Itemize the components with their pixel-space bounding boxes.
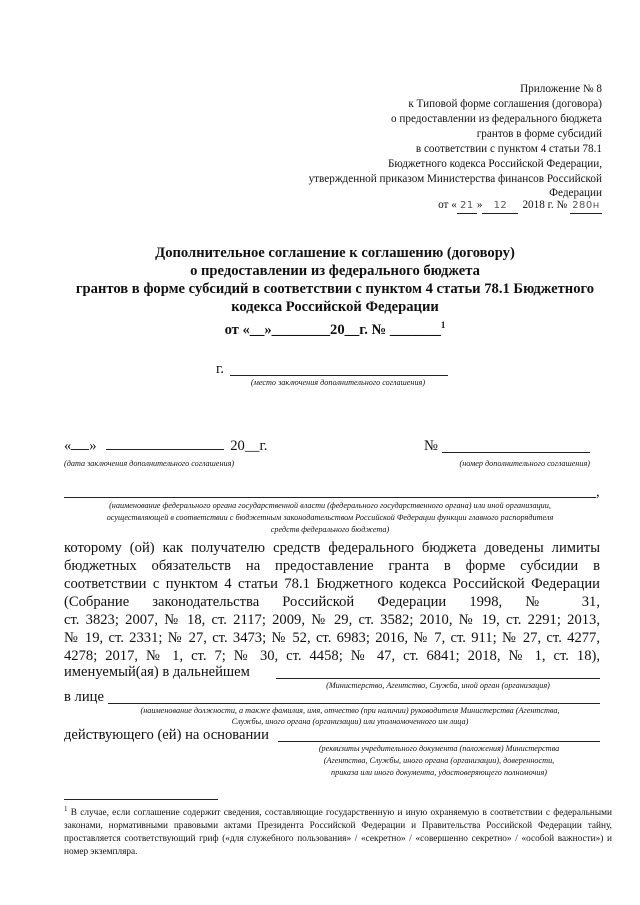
body-line: 4278; 2017, № 1, ст. 7; № 30, ст. 4458; № 47, ст. 6841; 2018, № 1, ст. 18), (64, 648, 600, 664)
title-line: кодекса Российской Федерации (231, 299, 439, 315)
agreement-date: « » 20__г. (64, 438, 268, 454)
body-line: соответствии с пунктом 4 статьи 78.1 Бюджетного кодекса Российской Федерации (64, 576, 600, 592)
title-date-line: от «__»________20__г. № _______$^1$ (224, 320, 446, 338)
order-month: 12 (482, 198, 518, 214)
authority-caption-line: (наименование федерального органа государственной власти (федерального государственного органа) или иной организации, (109, 501, 551, 510)
body-line: которому (ой) как получателю средств федерального бюджета доведены лимиты (64, 540, 600, 556)
place-field[interactable] (230, 375, 448, 376)
body-line: бюджетных обязательств на предоставление гранта в форме субсидии в (64, 558, 600, 574)
footnote-separator (64, 799, 218, 800)
footnote-text: В случае, если соглашение содержит сведения, составляющие государственную и иную охраняемую в соответствии с федеральными законами, нормативными правовыми актами Президента Российской Федерации и Правительства Российской Федерации тайну, проставляется соответствующий гриф («для служебного пользования» / «секретно» / «совершенно секретно» / «особой важности») и номер экземпляра. (64, 808, 612, 858)
body-line: № 19, ст. 2331; № 27, ст. 3473; № 52, ст. 6983; 2016, № 7, ст. 911; № 27, ст. 4277, (64, 630, 600, 646)
body-line: (Собрание законодательства Российской Федерации 1998, № 31, (64, 594, 600, 610)
order-day: 21 (457, 198, 477, 214)
title-line: грантов в форме субсидий в соответствии с пунктом 4 статьи 78.1 Бюджетного (75, 281, 595, 297)
footnote-mark: 1 (440, 320, 446, 330)
basis-caption-line: приказа или иного документа, удостоверяющего полномочия) (331, 768, 547, 777)
header-line: о предоставлении из федерального бюджета (390, 113, 602, 125)
header-line: Федерации (549, 187, 602, 199)
title-line: о предоставлении из федерального бюджета (190, 263, 480, 279)
header-line: Бюджетного кодекса Российской Федерации, (387, 158, 602, 170)
title-line: Дополнительное соглашение к соглашению (договору) (155, 245, 515, 261)
agreement-month-field[interactable] (106, 449, 224, 450)
authority-field[interactable] (64, 497, 596, 498)
basis-caption-line: (Агентства, Службы, иного органа (организации), доверенности, (323, 756, 555, 765)
agreement-number-label: № (424, 438, 438, 454)
authority-caption-line: осуществляющей в соответствии с бюджетным законодательством Российской Федерации функции главного распорядителя (106, 513, 554, 522)
header-line: в соответствии с пунктом 4 статьи 78.1 (415, 143, 602, 155)
header-line: грантов в форме субсидий (476, 128, 602, 140)
person-label: в лице (64, 689, 104, 705)
place-prefix: г. (216, 361, 224, 377)
header-line: к Типовой форме соглашения (договора) (408, 98, 602, 110)
agreement-date-caption: (дата заключения дополнительного соглашения) (64, 459, 235, 468)
named-label: именуемый(ая) в дальнейшем (64, 664, 250, 680)
named-caption: (Министерство, Агентство, Служба, иной орган (организация) (326, 681, 550, 690)
order-number: 280н (570, 198, 602, 214)
agreement-number-field[interactable] (442, 452, 590, 453)
agreement-number-caption: (номер дополнительного соглашения) (459, 459, 590, 468)
person-field[interactable] (108, 703, 600, 704)
footnote-mark: 1 (64, 805, 68, 813)
header-line: Приложение № 8 (520, 83, 602, 95)
person-caption-line: Службы, иного органа (организации) или уполномоченного им лица) (231, 717, 469, 726)
authority-comma: , (596, 484, 600, 500)
basis-label: действующего (ей) на основании (64, 727, 269, 743)
place-caption: (место заключения дополнительного соглашения) (250, 378, 426, 387)
body-line: ст. 3823; 2007, № 18, ст. 2117; 2009, № 29, ст. 3582; 2010, № 19, ст. 2291; 2013, (64, 612, 600, 628)
basis-caption-line: (реквизиты учредительного документа (положения) Министерства (318, 744, 560, 753)
header-line: утвержденной приказом Министерства финансов Российской (308, 173, 602, 185)
basis-field[interactable] (278, 741, 600, 742)
order-date-line: от « 21 » 12 2018 г. № 280н (438, 198, 602, 214)
person-caption-line: (наименование должности, а также фамилия, имя, отчество (при наличии) руководителя Министерства (Агентства, (140, 706, 560, 715)
agreement-day-field[interactable] (71, 449, 89, 450)
named-field[interactable] (276, 678, 600, 679)
authority-caption-line: средств федерального бюджета) (270, 525, 390, 534)
footnote (64, 803, 612, 859)
